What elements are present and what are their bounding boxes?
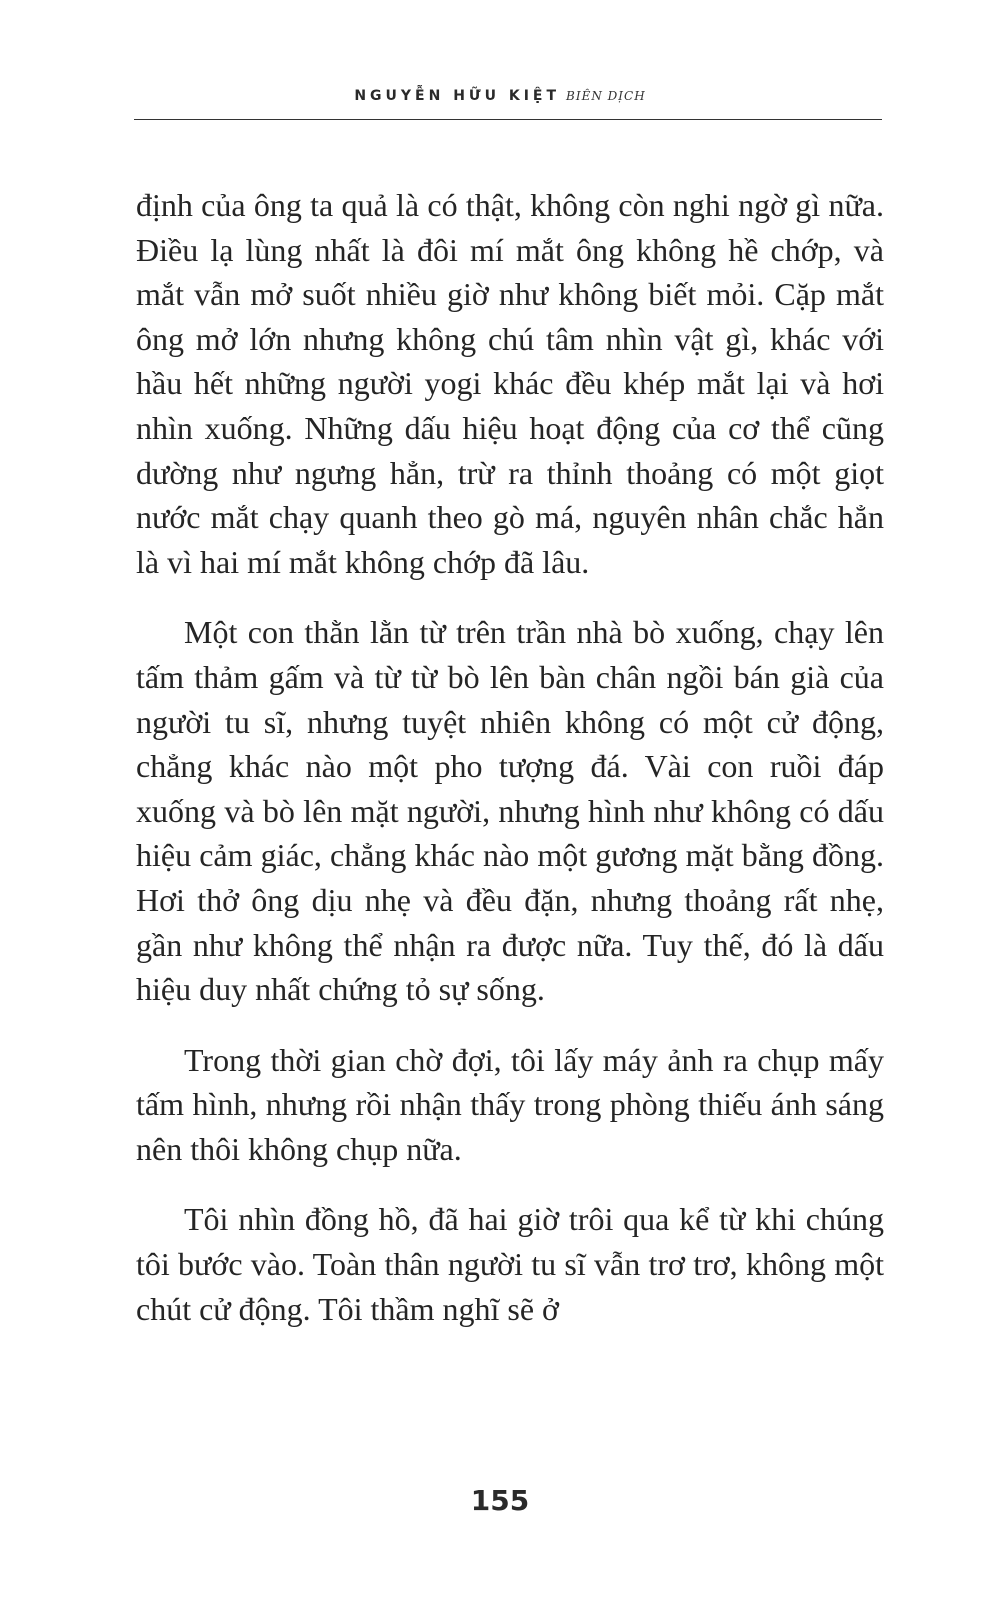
paragraph-4: Tôi nhìn đồng hồ, đã hai giờ trôi qua kể từ khi chúng tôi bước vào. Toàn thân người tu sĩ vẫn trơ trơ, không một chút cử động. Tôi thầm nghĩ sẽ ở — [136, 1201, 884, 1327]
paragraph-3: Trong thời gian chờ đợi, tôi lấy máy ảnh ra chụp mấy tấm hình, nhưng rồi nhận thấy trong phòng thiếu ánh sáng nên thôi không chụp nữa. — [136, 1041, 884, 1167]
header-role: BIÊN DỊCH — [566, 89, 646, 103]
page-number: 155 — [470, 1484, 530, 1517]
header-author: NGUYỄN HỮU KIỆT — [354, 88, 561, 104]
paragraph-1: định của ông ta quả là có thật, không còn nghi ngờ gì nữa. Điều lạ lùng nhất là đôi mí mắt ông không hề chớp, và mắt vẫn mở suốt nhiều giờ như không biết mỏi. Cặp mắt ông mở lớn nhưng không chú tâm nhìn vật gì, khác với hầu hết những người yogi khác đều khép mắt lại và hơi nhìn xuống. Những dấu hiệu hoạt động của cơ thể cũng dường như ngưng hẳn, trừ ra thỉnh thoảng có một giọt nước mắt chạy quanh theo gò má, nguyên nhân chắc hẳn là vì hai mí mắt không chớp đã lâu. — [136, 187, 884, 580]
running-header — [0, 88, 1000, 104]
header-rule — [134, 119, 882, 120]
paragraph-2: Một con thằn lằn từ trên trần nhà bò xuống, chạy lên tấm thảm gấm và từ từ bò lên bàn chân ngồi bán già của người tu sĩ, nhưng tuyệt nhiên không có một cử động, chẳng khác nào một pho tượng đá. Vài con ruồi đáp xuống và bò lên mặt người, nhưng hình như không có dấu hiệu cảm giác, chẳng khác nào một gương mặt bằng đồng. Hơi thở ông dịu nhẹ và đều đặn, nhưng thoảng rất nhẹ, gần như không thể nhận ra được nữa. Tuy thế, đó là dấu hiệu duy nhất chứng tỏ sự sống. — [136, 614, 884, 1008]
body-text — [136, 183, 884, 1357]
